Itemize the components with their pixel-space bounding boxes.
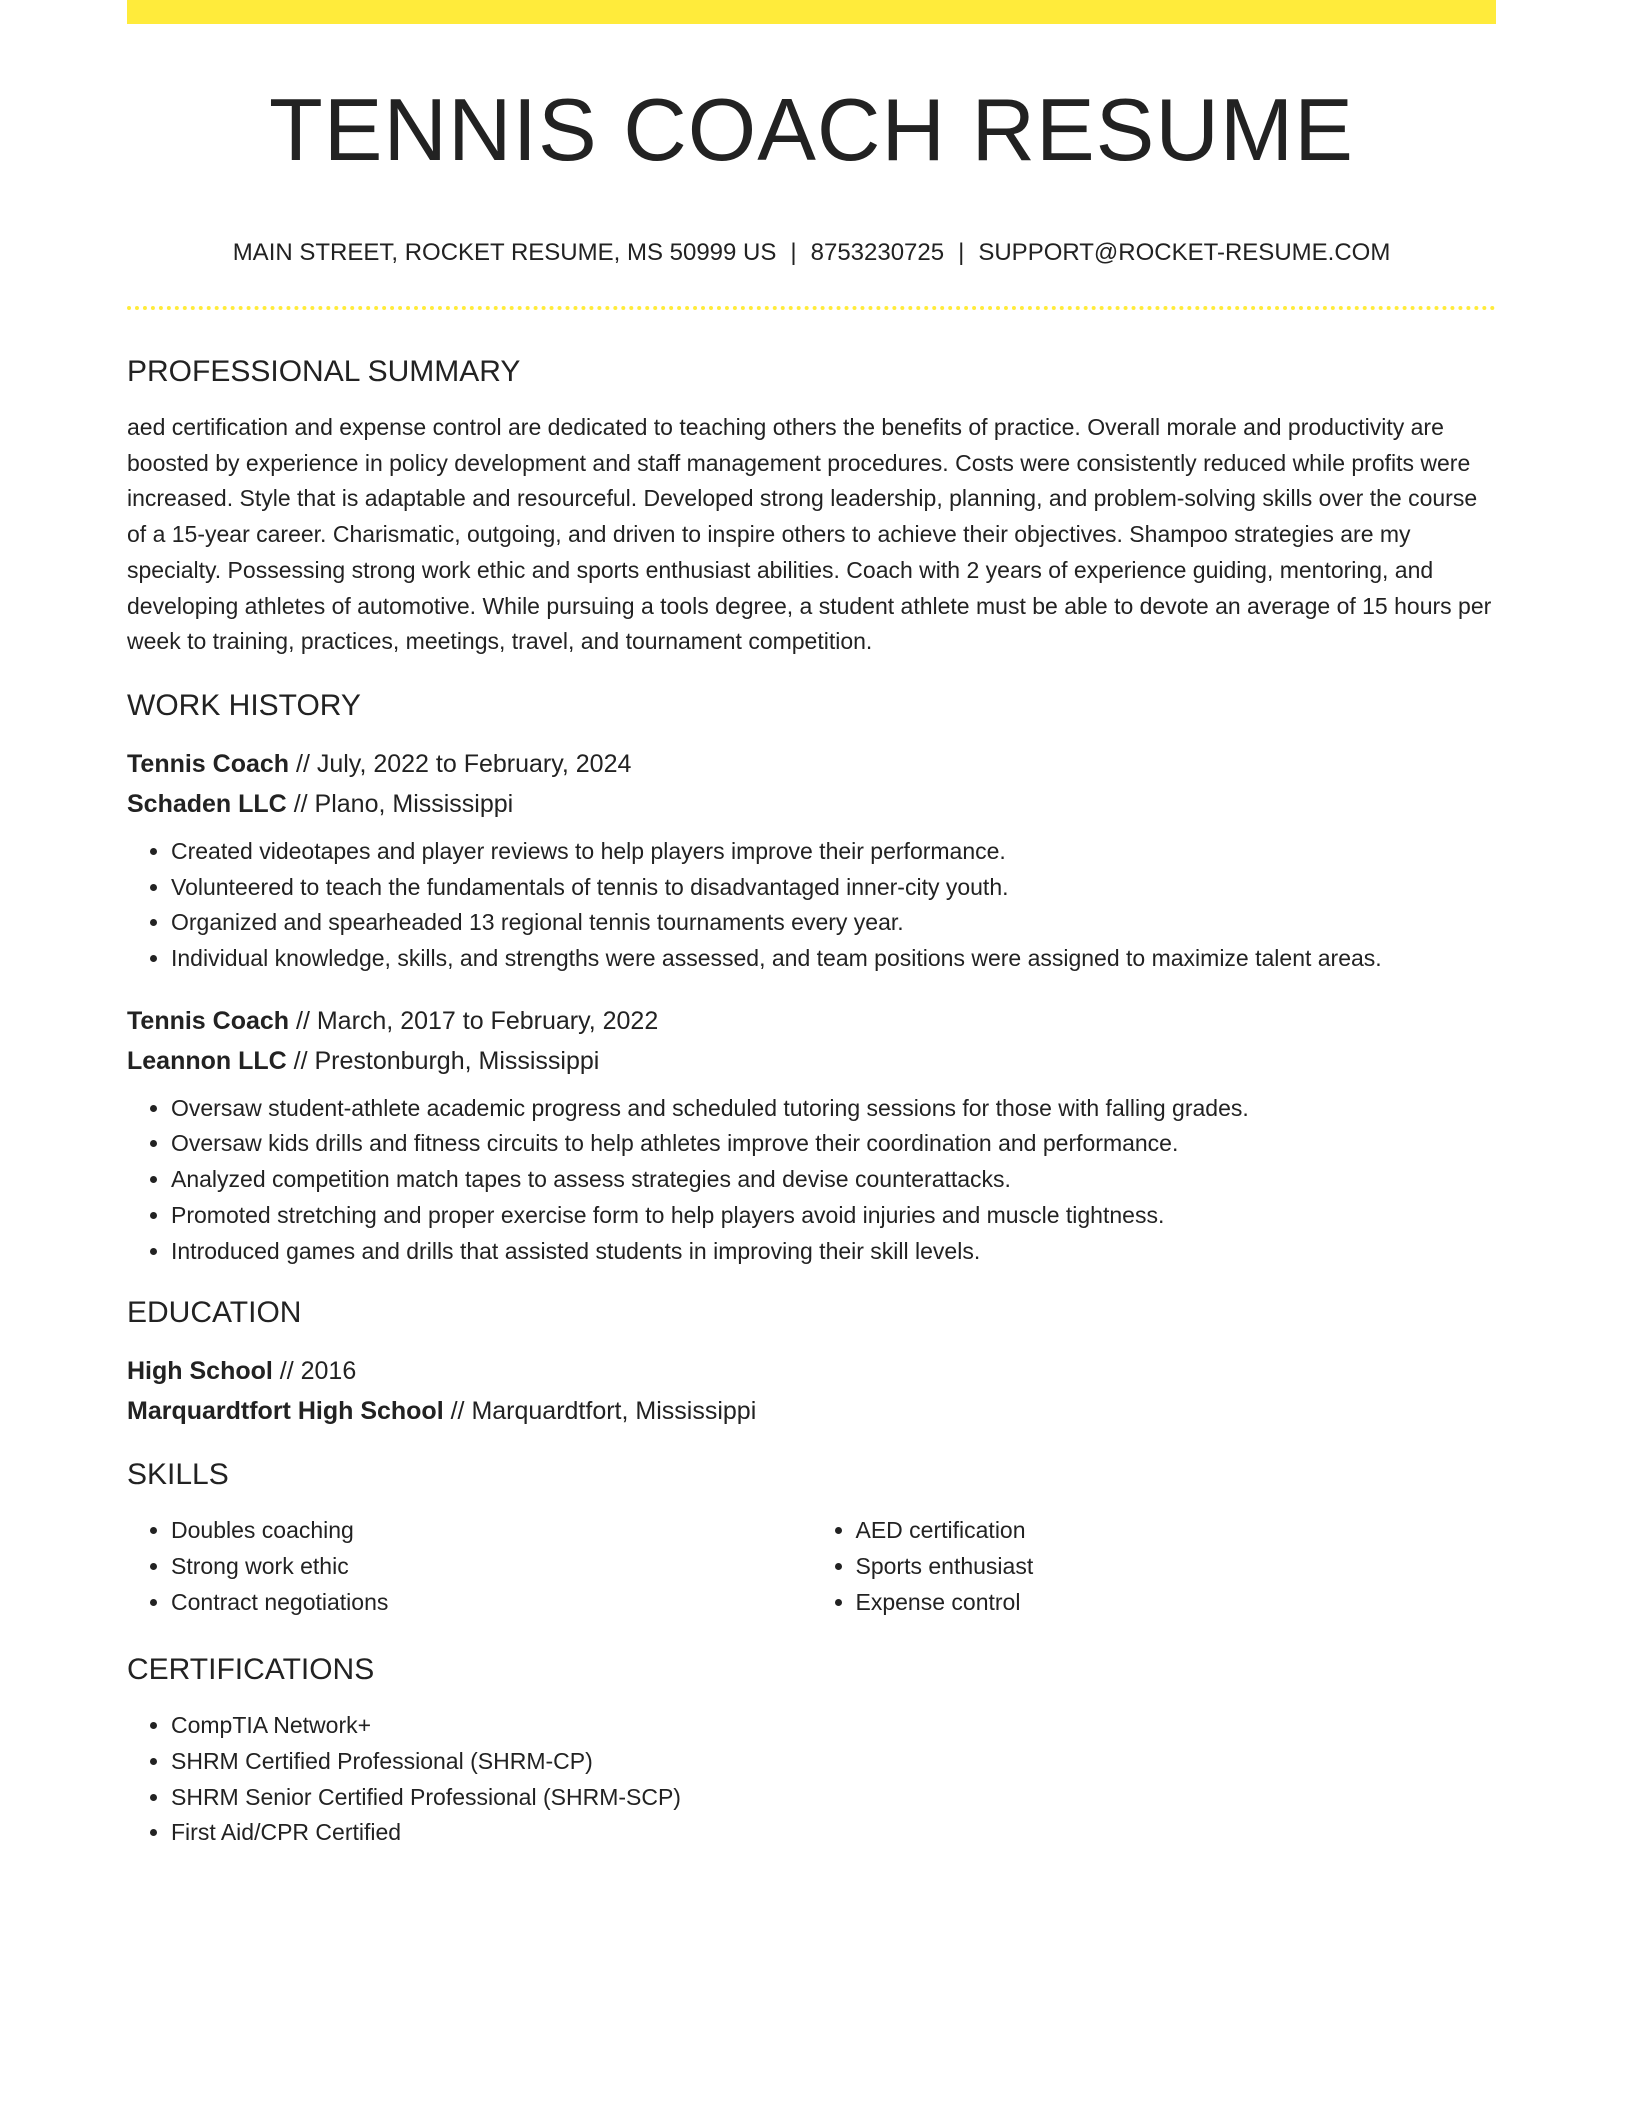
summary-section — [127, 352, 1496, 660]
job-company: Schaden LLC — [127, 789, 287, 818]
list-item: • AED certification — [856, 1513, 1497, 1549]
skills-section — [127, 1455, 1496, 1620]
work-history-section — [127, 686, 1496, 1269]
certifications-section — [127, 1650, 1496, 1851]
list-item: • First Aid/CPR Certified — [171, 1815, 1496, 1851]
job-entry — [127, 1001, 1496, 1270]
education-degree: High School — [127, 1357, 273, 1386]
section-heading: EDUCATION — [127, 1296, 302, 1330]
dotted-divider — [127, 306, 1496, 310]
section-heading: SKILLS — [127, 1458, 229, 1492]
contact-line — [127, 236, 1496, 270]
list-item: • Sports enthusiast — [856, 1549, 1497, 1585]
education-location: // Marquardtfort, Mississippi — [443, 1397, 757, 1426]
job-title-line — [127, 744, 1496, 784]
job-title: Tennis Coach — [127, 1006, 290, 1035]
list-item: • Doubles coaching — [171, 1513, 812, 1549]
job-company-line — [127, 1041, 1496, 1081]
contact-email: SUPPORT@ROCKET-RESUME.COM — [978, 239, 1391, 266]
list-item: • Oversaw kids drills and fitness circuits to help athletes improve their coordination and performance. — [171, 1126, 1496, 1162]
accent-bar — [127, 0, 1496, 24]
list-item: • Volunteered to teach the fundamentals of tennis to disadvantaged inner-city youth. — [171, 870, 1496, 906]
job-bullets — [127, 1091, 1496, 1270]
job-title-line — [127, 1001, 1496, 1041]
education-entry — [127, 1351, 1496, 1431]
resume-title: TENNIS COACH RESUME — [269, 80, 1354, 179]
section-heading: WORK HISTORY — [127, 688, 361, 722]
contact-phone: 8753230725 — [810, 239, 945, 266]
list-item: • Promoted stretching and proper exercise form to help players avoid injuries and muscle tightness. — [171, 1198, 1496, 1234]
list-item: • SHRM Senior Certified Professional (SHRM-SCP) — [171, 1780, 1496, 1816]
education-school: Marquardtfort High School — [127, 1397, 444, 1426]
job-dates: // March, 2017 to February, 2022 — [289, 1006, 659, 1035]
education-school-line — [127, 1391, 1496, 1431]
list-item: • Oversaw student-athlete academic progress and scheduled tutoring sessions for those with falling grades. — [171, 1091, 1496, 1127]
list-item: • Introduced games and drills that assisted students in improving their skill levels. — [171, 1234, 1496, 1270]
education-year: // 2016 — [272, 1357, 357, 1386]
skills-columns — [127, 1513, 1496, 1620]
list-item: • Contract negotiations — [171, 1585, 812, 1621]
skills-list-left — [127, 1513, 812, 1620]
certifications-list — [127, 1708, 1496, 1851]
job-bullets — [127, 834, 1496, 977]
contact-address: MAIN STREET, ROCKET RESUME, MS 50999 US — [232, 239, 777, 266]
list-item: • Organized and spearheaded 13 regional tennis tournaments every year. — [171, 905, 1496, 941]
contact-separator: | — [790, 239, 797, 266]
education-degree-line — [127, 1351, 1496, 1391]
education-section — [127, 1293, 1496, 1431]
job-company: Leannon LLC — [127, 1046, 287, 1075]
contact-separator: | — [958, 239, 965, 266]
section-heading: PROFESSIONAL SUMMARY — [127, 355, 521, 388]
job-location: // Plano, Mississippi — [286, 789, 514, 818]
job-location: // Prestonburgh, Mississippi — [286, 1046, 600, 1075]
job-dates: // July, 2022 to February, 2024 — [289, 749, 632, 778]
list-item: • Expense control — [856, 1585, 1497, 1621]
skills-list-right — [812, 1513, 1497, 1620]
job-title: Tennis Coach — [127, 749, 290, 778]
job-company-line — [127, 784, 1496, 824]
list-item: • CompTIA Network+ — [171, 1708, 1496, 1744]
job-entry — [127, 744, 1496, 977]
list-item: • Created videotapes and player reviews to help players improve their performance. — [171, 834, 1496, 870]
resume-body — [127, 352, 1496, 1851]
list-item: • Strong work ethic — [171, 1549, 812, 1585]
section-heading: CERTIFICATIONS — [127, 1653, 375, 1687]
list-item: • SHRM Certified Professional (SHRM-CP) — [171, 1744, 1496, 1780]
summary-text: aed certification and expense control are dedicated to teaching others the benefits of practice. Overall morale and productivity are boosted by experience in policy development and staff management procedures. Costs were consistently reduced while profits were increased. Style that is adaptable and resourceful. Developed strong leadership, planning, and problem-solving skills over the course of a 15-year career. Charismatic, outgoing, and driven to inspire others to achieve their objectives. Shampoo strategies are my specialty. Possessing strong work ethic and sports enthusiast abilities. Coach with 2 years of experience guiding, mentoring, and developing athletes of automotive. While pursuing a tools degree, a student athlete must be able to devote an average of 15 hours per week to training, practices, meetings, travel, and tournament competition. — [127, 414, 1492, 655]
list-item: • Individual knowledge, skills, and strengths were assessed, and team positions were assigned to maximize talent areas. — [171, 941, 1496, 977]
list-item: • Analyzed competition match tapes to assess strategies and devise counterattacks. — [171, 1162, 1496, 1198]
